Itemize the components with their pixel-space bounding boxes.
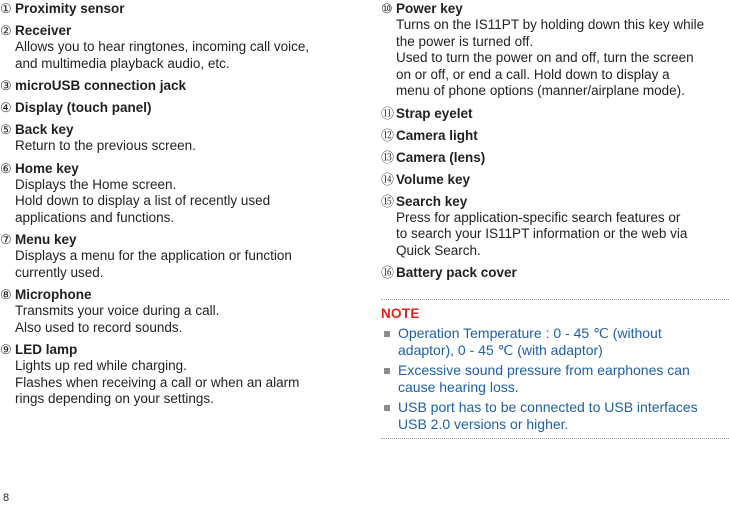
note-text [398, 362, 690, 396]
description-line: Flashes when receiving a call or when an alarm [15, 374, 300, 390]
item-title: LED lamp [15, 342, 78, 357]
item-description [0, 138, 352, 155]
description-line: Hold down to display a list of recently used [15, 193, 271, 208]
item-title: Strap eyelet [396, 105, 473, 121]
item-strap-eyelet [381, 106, 729, 122]
description-line: Turns on the IS11PT by holding down this key while [396, 17, 705, 32]
item-description [0, 248, 352, 281]
description-line: Displays a menu for the application or function [15, 248, 292, 263]
description-line: and multimedia playback audio, etc. [15, 55, 230, 71]
note-title: NOTE [381, 306, 420, 321]
item-title: Back key [15, 122, 74, 137]
item-power-key [381, 1, 729, 100]
note-item [381, 325, 729, 359]
item-camera-lens [381, 150, 729, 166]
item-number: ⑧ [0, 287, 12, 302]
item-title: Menu key [15, 232, 77, 247]
item-number: ⑨ [0, 342, 12, 357]
item-title: microUSB connection jack [15, 78, 187, 93]
item-description [0, 303, 352, 336]
left-column [0, 0, 352, 414]
item-title: Search key [396, 193, 468, 209]
note-line: Excessive sound pressure from earphones can [398, 362, 690, 378]
note-line: USB port has to be connected to USB interfaces [398, 399, 698, 415]
description-line: on or off, or end a call. Hold down to display a [396, 66, 670, 82]
description-line: currently used. [15, 264, 104, 280]
item-number: ① [0, 1, 12, 16]
item-number: ⑬ [381, 149, 395, 165]
description-line: Transmits your voice during a call. [15, 303, 220, 318]
item-number: ⑩ [381, 1, 393, 16]
item-title: Volume key [396, 171, 471, 187]
item-number: ⑪ [381, 105, 395, 121]
description-line: Used to turn the power on and off, turn the screen [396, 50, 694, 65]
item-title: Microphone [15, 287, 92, 302]
item-search-key [381, 194, 729, 260]
note-line: cause hearing loss. [398, 379, 519, 395]
square-bullet-icon [384, 405, 390, 411]
item-led-lamp [0, 342, 352, 408]
item-number: ⑤ [0, 122, 12, 137]
note-text [398, 399, 698, 433]
description-line: to search your IS11PT information or the web via [396, 226, 688, 241]
note-box [381, 299, 729, 439]
item-display [0, 100, 352, 116]
item-volume-key [381, 172, 729, 188]
item-number: ⑭ [381, 171, 395, 187]
item-number: ⑥ [0, 160, 12, 176]
item-number: ⑦ [0, 232, 12, 247]
note-text [398, 325, 662, 359]
item-number: ② [0, 23, 12, 38]
description-line: Press for application-specific search features or [396, 209, 681, 225]
item-proximity-sensor [0, 1, 352, 17]
note-item [381, 362, 729, 396]
item-title: Camera (lens) [396, 149, 486, 165]
item-title: Receiver [15, 23, 72, 38]
item-number: ④ [0, 100, 12, 115]
item-menu-key [0, 232, 352, 281]
item-number: ⑫ [381, 127, 395, 143]
item-description [381, 17, 729, 100]
description-line: Also used to record sounds. [15, 319, 183, 335]
note-line: adaptor), 0 - 45 ℃ (with adaptor) [398, 342, 603, 358]
description-line: rings depending on your settings. [15, 391, 214, 406]
item-title: Display (touch panel) [15, 100, 152, 115]
description-line: Quick Search. [396, 242, 481, 258]
item-home-key [0, 161, 352, 227]
item-back-key [0, 122, 352, 155]
item-description [0, 177, 352, 227]
item-title: Battery pack cover [396, 265, 517, 280]
item-battery-cover [381, 265, 729, 281]
right-column [381, 0, 729, 287]
description-line: applications and functions. [15, 209, 175, 225]
page-number: 8 [3, 492, 10, 504]
description-line: Displays the Home screen. [15, 176, 177, 192]
item-description [381, 210, 729, 260]
item-title: Power key [396, 1, 463, 16]
note-line: Operation Temperature : 0 - 45 ℃ (without [398, 325, 662, 341]
description-line: Lights up red while charging. [15, 358, 187, 373]
note-item [381, 399, 729, 433]
note-list [381, 325, 729, 436]
item-title: Home key [15, 160, 79, 176]
item-title: Camera light [396, 127, 478, 143]
item-receiver [0, 23, 352, 72]
note-line: USB 2.0 versions or higher. [398, 416, 569, 432]
description-line: Allows you to hear ringtones, incoming call voice, [15, 39, 310, 54]
description-line: menu of phone options (manner/airplane mode). [396, 83, 685, 98]
item-number: ③ [0, 78, 12, 93]
item-number: ⑮ [381, 193, 395, 209]
item-description [0, 39, 352, 72]
item-camera-light [381, 128, 729, 144]
item-number: ⑯ [381, 265, 395, 280]
square-bullet-icon [384, 368, 390, 374]
description-line: Return to the previous screen. [15, 138, 196, 153]
item-microusb-jack [0, 78, 352, 94]
square-bullet-icon [384, 331, 390, 337]
item-microphone [0, 287, 352, 336]
item-title: Proximity sensor [15, 1, 125, 16]
description-line: the power is turned off. [396, 33, 534, 49]
item-description [0, 358, 352, 408]
